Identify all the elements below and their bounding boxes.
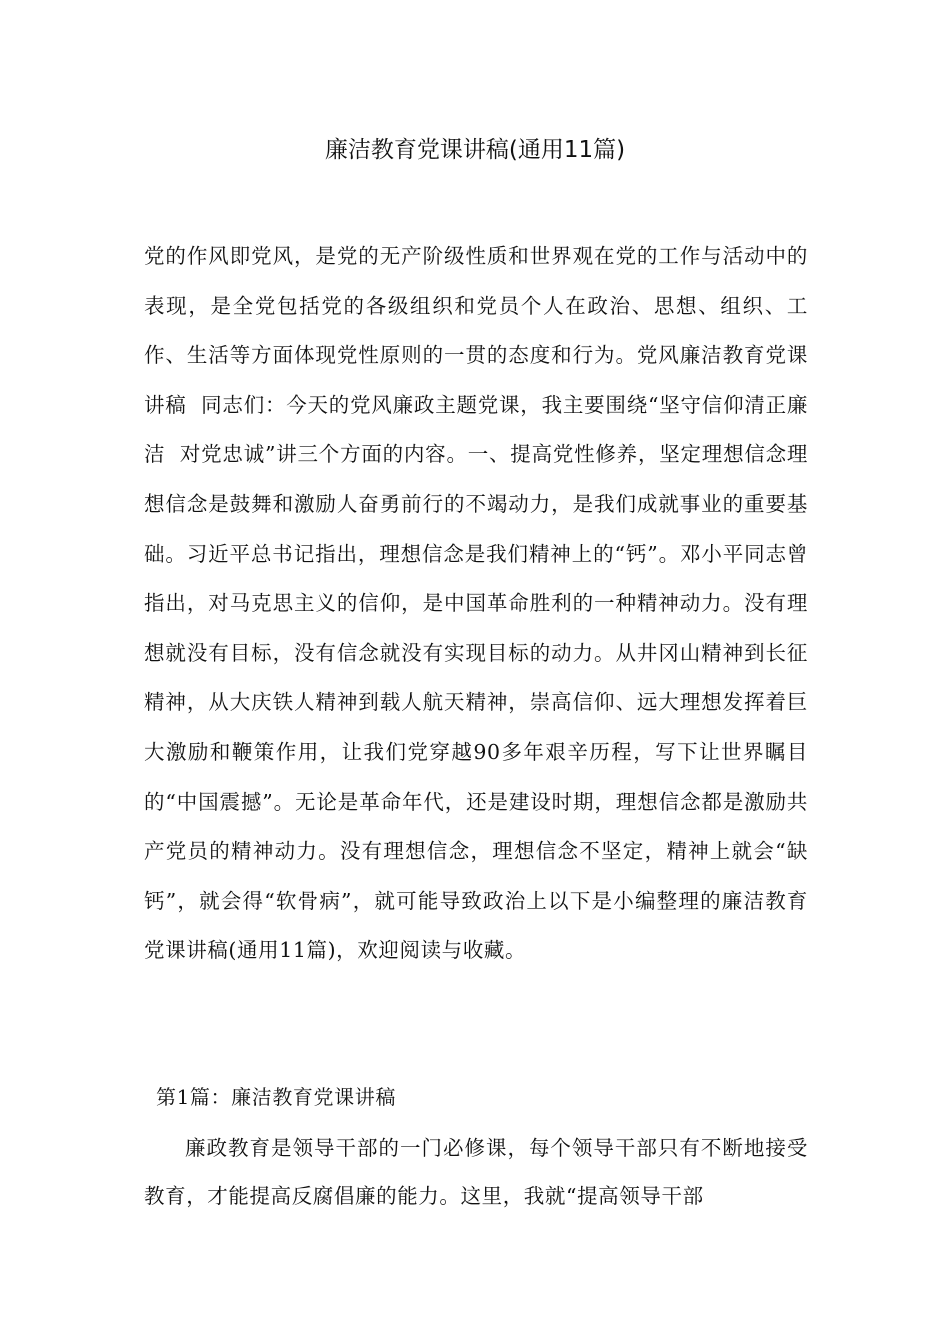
section-heading: 第1篇：廉洁教育党课讲稿 — [156, 1085, 396, 1109]
section-paragraph: 廉政教育是领导干部的一门必修课，每个领导干部只有不断地接受教育，才能提高反腐倡廉的能力。这里，我就“提高领导干部 — [144, 1136, 808, 1208]
intro-paragraph: 党的作风即党风，是党的无产阶级性质和世界观在党的工作与活动中的表现，是全党包括党的各级组织和党员个人在政治、思想、组织、工作、生活等方面体现党性原则的一贯的态度和行为。党风廉洁教育党课讲稿 同志们：今天的党风廉政主题党课，我主要围绕“坚守信仰清正廉洁 对党忠诚”讲三个方面的内容。一、提高党性修养，坚定理想信念理想信念是鼓舞和激励人奋勇前行的不竭动力，是我们成就事业的重要基础。习近平总书记指出，理想信念是我们精神上的“钙”。邓小平同志曾指出，对马克思主义的信仰，是中国革命胜利的一种精神动力。没有理想就没有目标，没有信念就没有实现目标的动力。从井冈山精神到长征精神，从大庆铁人精神到载人航天精神，崇高信仰、远大理想发挥着巨大激励和鞭策作用，让我们党穿越90多年艰辛历程，写下让世界瞩目的“中国震撼”。无论是革命年代，还是建设时期，理想信念都是激励共产党员的精神动力。没有理想信念，理想信念不坚定，精神上就会“缺钙”，就会得“软骨病”，就可能导致政治上以下是小编整理的廉洁教育党课讲稿(通用11篇)，欢迎阅读与收藏。 — [144, 244, 808, 963]
document-title: 廉洁教育党课讲稿(通用11篇) — [324, 137, 626, 163]
